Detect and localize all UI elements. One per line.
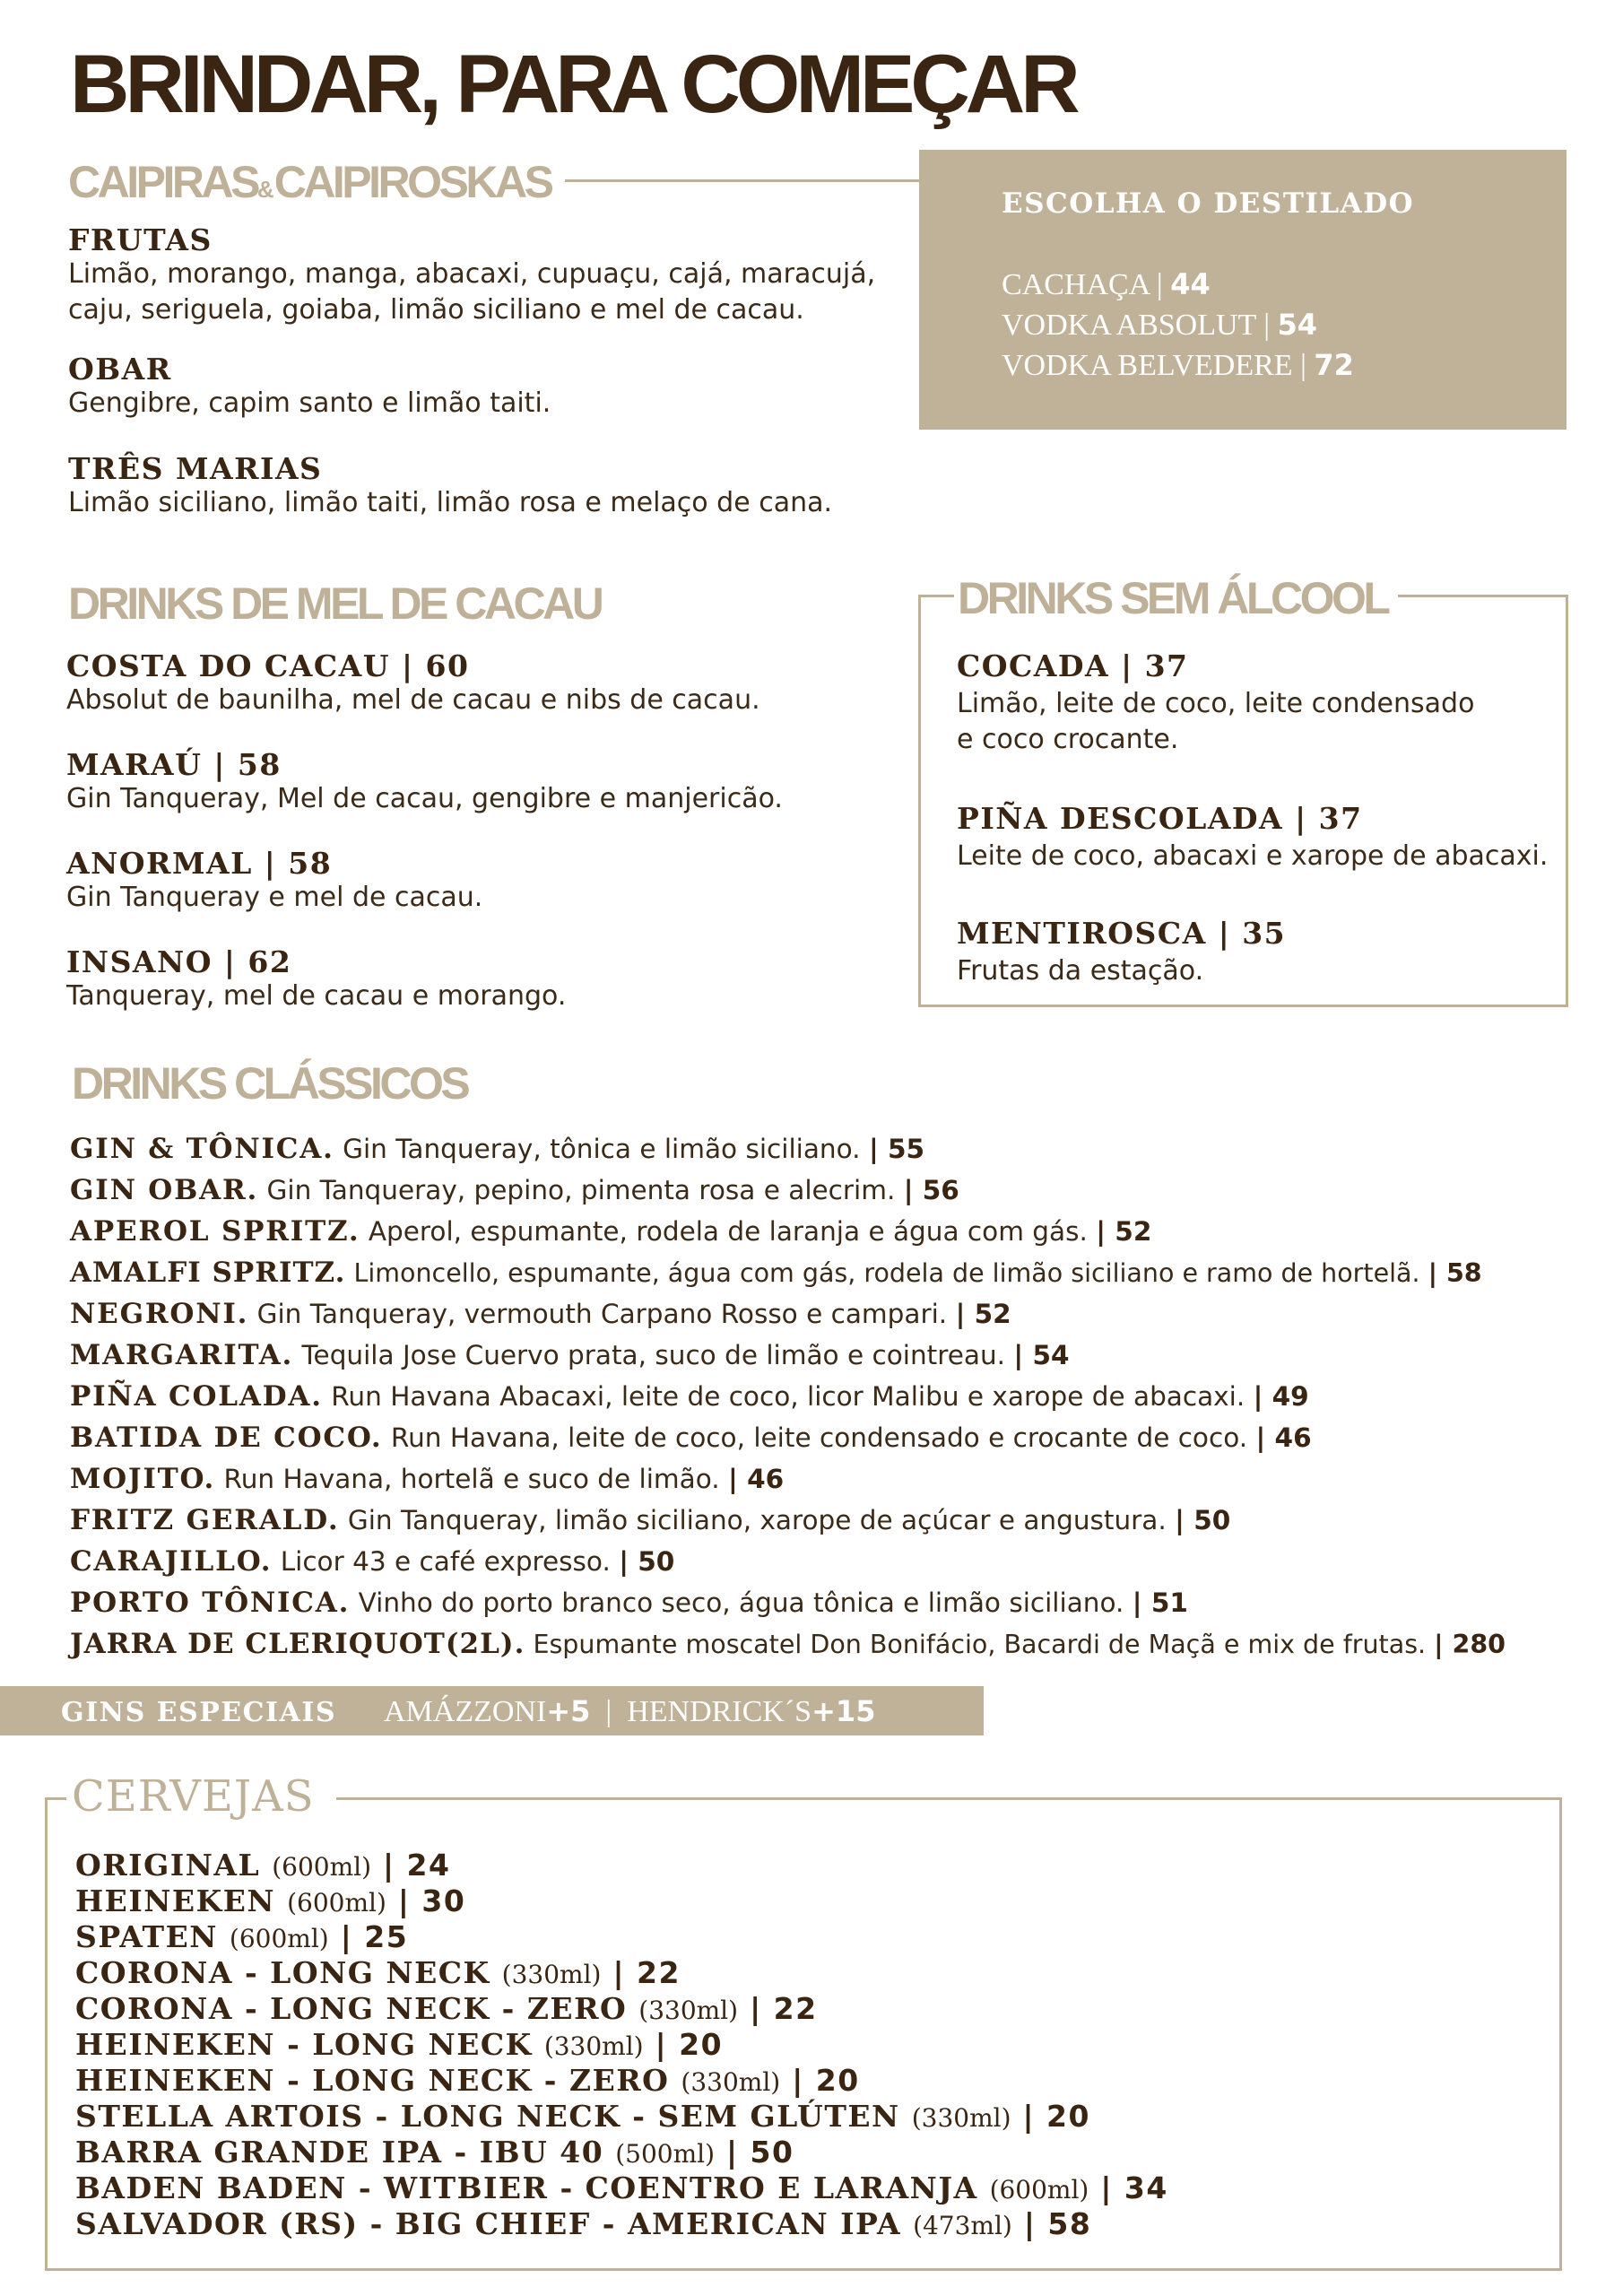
classic-item (70, 1628, 1506, 1660)
beer-item (75, 1883, 465, 1918)
item-price: | 55 (868, 1134, 925, 1164)
section-heading-sem-alcool: DRINKS SEM ÁLCOOL (954, 576, 1398, 621)
item-name: TRÊS MARIAS (68, 451, 323, 486)
item-name: FRITZ GERALD. (70, 1504, 340, 1536)
menu-item (66, 650, 927, 718)
page-title: BRINDAR, PARA COMEÇAR (70, 39, 1076, 130)
destilado-option: VODKA ABSOLUT | 54 (1002, 308, 1318, 342)
section-heading-caipiras (68, 157, 551, 207)
item-price: | 46 (1255, 1422, 1312, 1453)
item-name: COCADA | 37 (957, 648, 1189, 683)
gin-option-name: HENDRICK´S (627, 1695, 812, 1728)
gin-separator: | (605, 1695, 612, 1728)
classic-item (70, 1174, 959, 1206)
item-name: BATIDA DE COCO. (70, 1422, 383, 1454)
beer-name: ORIGINAL (75, 1848, 261, 1883)
beer-volume: (330ml) (638, 1996, 739, 2025)
item-price: | 280 (1434, 1630, 1506, 1659)
beer-price: | 58 (1023, 2206, 1092, 2241)
item-price: | 56 (903, 1175, 959, 1205)
beer-name: CORONA - LONG NECK - ZERO (75, 1991, 628, 2026)
classic-item (70, 1257, 1482, 1289)
item-desc: Limoncello, espumante, água com gás, rodela de limão siciliano e ramo de hortelã. (353, 1258, 1420, 1288)
classic-item (70, 1587, 1188, 1619)
beer-name: HEINEKEN (75, 1883, 276, 1918)
item-name: CARAJILLO. (70, 1545, 273, 1578)
item-price: | 54 (1013, 1340, 1070, 1370)
heading-part: CAIPIROSKAS (273, 157, 551, 207)
item-desc: Gin Tanqueray, limão siciliano, xarope de açúcar e angustura. (347, 1505, 1167, 1535)
gin-option-name: AMÁZZONI (384, 1695, 547, 1728)
gins-especiais-bar (0, 1686, 984, 1735)
option-name: CACHAÇA (1002, 268, 1150, 301)
option-price: 44 (1170, 267, 1211, 301)
beer-volume: (330ml) (501, 1960, 602, 1989)
beer-volume: (600ml) (229, 1924, 329, 1953)
menu-item (68, 353, 893, 422)
destilado-box (919, 150, 1567, 430)
beer-name: SPATEN (75, 1919, 218, 1954)
item-desc: Gin Tanqueray, Mel de cacau, gengibre e manjericão. (66, 783, 783, 815)
classic-item (70, 1422, 1312, 1454)
item-desc: Gin Tanqueray, vermouth Carpano Rosso e campari. (256, 1299, 948, 1329)
beer-price: | 22 (750, 1991, 818, 2026)
beer-name: SALVADOR (RS) - BIG CHIEF - AMERICAN IPA (75, 2206, 902, 2241)
option-price: 72 (1314, 348, 1354, 382)
beer-volume: (330ml) (911, 2103, 1011, 2133)
item-desc: e coco crocante. (957, 724, 1179, 756)
item-desc: Tequila Jose Cuervo prata, suco de limão e cointreau. (301, 1340, 1006, 1370)
item-price: | 51 (1132, 1587, 1188, 1618)
beer-volume: (330ml) (681, 2067, 781, 2097)
item-name: MARGARITA. (70, 1339, 294, 1371)
beer-price: | 34 (1100, 2170, 1168, 2205)
menu-item (68, 224, 893, 328)
destilado-option: CACHAÇA | 44 (1002, 267, 1211, 301)
destilado-options (1002, 265, 1354, 386)
beer-price: | 20 (655, 2027, 724, 2062)
beer-price: | 22 (612, 1955, 681, 1990)
item-desc: Gengibre, capim santo e limão taiti. (68, 387, 551, 420)
beer-volume: (600ml) (272, 1852, 371, 1882)
menu-item (957, 918, 1558, 989)
heading-ampersand: & (256, 176, 274, 203)
gin-option-price: +15 (812, 1694, 876, 1728)
item-name: PIÑA DESCOLADA | 37 (957, 801, 1363, 836)
beer-volume: (473ml) (913, 2211, 1012, 2240)
item-desc: Limão, leite de coco, leite condensado (957, 688, 1475, 720)
beer-item (75, 1919, 408, 1954)
section-heading-mel-cacau: DRINKS DE MEL DE CACAU (68, 578, 602, 629)
item-name: PIÑA COLADA. (70, 1380, 323, 1413)
item-name: GIN OBAR. (70, 1174, 259, 1206)
beer-volume: (500ml) (615, 2139, 716, 2169)
menu-item (66, 946, 927, 1014)
item-desc: Tanqueray, mel de cacau e morango. (66, 980, 567, 1013)
beer-item (75, 2099, 1090, 2134)
section-heading-classicos: DRINKS CLÁSSICOS (72, 1058, 468, 1109)
item-name: PORTO TÔNICA. (70, 1587, 351, 1619)
classic-item (70, 1133, 924, 1165)
item-price: | 52 (1096, 1216, 1152, 1247)
beer-item (75, 2027, 723, 2062)
item-price: | 58 (1428, 1258, 1482, 1288)
item-name: NEGRONI. (70, 1298, 249, 1330)
beer-price: | 20 (1022, 2099, 1090, 2134)
item-name: INSANO | 62 (66, 944, 292, 979)
classic-item (70, 1215, 1151, 1248)
item-desc: Limão siciliano, limão taiti, limão rosa e melaço de cana. (68, 487, 833, 519)
menu-item (66, 749, 927, 817)
item-name: JARRA DE CLERIQUOT(2L). (70, 1628, 525, 1660)
beer-name: BADEN BADEN - WITBIER - COENTRO E LARANJA (75, 2170, 978, 2205)
beer-name: HEINEKEN - LONG NECK (75, 2027, 533, 2062)
item-name: MENTIROSCA | 35 (957, 916, 1287, 951)
beer-item (75, 2170, 1168, 2205)
item-name: APEROL SPRITZ. (70, 1215, 360, 1248)
beer-item (75, 2206, 1091, 2241)
item-desc: Run Havana, leite de coco, leite condensado e crocante de coco. (390, 1422, 1248, 1453)
item-desc: Frutas da estação. (957, 955, 1204, 987)
classic-item (70, 1504, 1230, 1536)
beer-item (75, 1991, 818, 2026)
option-name: VODKA BELVEDERE (1002, 349, 1293, 382)
item-desc: Gin Tanqueray e mel de cacau. (66, 882, 483, 914)
destilado-heading: ESCOLHA O DESTILADO (1002, 187, 1415, 220)
item-desc: Licor 43 e café expresso. (280, 1546, 611, 1577)
item-desc: Leite de coco, abacaxi e xarope de abacaxi. (957, 840, 1549, 873)
item-price: | 46 (728, 1464, 785, 1494)
item-name: FRUTAS (68, 222, 213, 257)
gins-label: GINS ESPECIAIS (61, 1697, 337, 1728)
beer-name: BARRA GRANDE IPA - IBU 40 (75, 2135, 604, 2170)
beer-price: | 24 (383, 1848, 451, 1883)
divider-line (565, 179, 919, 182)
item-name: ANORMAL | 58 (66, 846, 333, 881)
item-name: GIN & TÔNICA. (70, 1133, 334, 1165)
beer-name: STELLA ARTOIS - LONG NECK - SEM GLÚTEN (75, 2099, 900, 2134)
menu-item (68, 453, 929, 521)
item-desc: Run Havana, hortelã e suco de limão. (223, 1464, 720, 1494)
item-desc: Aperol, espumante, rodela de laranja e água com gás. (368, 1216, 1088, 1247)
beer-item (75, 2135, 794, 2170)
item-price: | 50 (619, 1546, 675, 1577)
gins-options (384, 1692, 875, 1732)
classic-item (70, 1298, 1011, 1330)
item-name: MOJITO. (70, 1463, 216, 1495)
item-name: AMALFI SPRITZ. (70, 1257, 346, 1289)
beer-item (75, 1955, 681, 1990)
beer-volume: (600ml) (287, 1888, 386, 1918)
item-desc: Vinho do porto branco seco, água tônica e limão siciliano. (358, 1587, 1124, 1618)
beer-volume: (330ml) (543, 2031, 644, 2061)
heading-part: CAIPIRAS (68, 157, 257, 207)
beer-price: | 25 (340, 1919, 409, 1954)
item-price: | 50 (1175, 1505, 1231, 1535)
classic-item (70, 1463, 784, 1495)
classic-item (70, 1545, 674, 1578)
item-desc: Run Havana Abacaxi, leite de coco, licor Malibu e xarope de abacaxi. (331, 1381, 1245, 1412)
item-desc: Gin Tanqueray, pepino, pimenta rosa e alecrim. (266, 1175, 896, 1205)
beer-item (75, 1848, 450, 1883)
classic-item (70, 1380, 1309, 1413)
item-name: MARAÚ | 58 (66, 747, 282, 782)
item-name: COSTA DO CACAU | 60 (66, 648, 470, 683)
classic-item (70, 1339, 1070, 1371)
option-price: 54 (1277, 308, 1318, 342)
item-desc: Limão, morango, manga, abacaxi, cupuaçu, cajá, maracujá, caju, seriguela, goiaba, limão siciliano e mel de cacau. (68, 258, 876, 326)
item-price: | 52 (955, 1299, 1011, 1329)
menu-item (957, 650, 1558, 758)
item-price: | 49 (1253, 1381, 1309, 1412)
option-name: VODKA ABSOLUT (1002, 309, 1256, 342)
menu-item (66, 848, 927, 916)
item-desc: Absolut de baunilha, mel de cacau e nibs de cacau. (66, 684, 760, 717)
beer-price: | 30 (397, 1883, 466, 1918)
section-heading-cervejas: CERVEJAS (66, 1774, 336, 1819)
beer-name: HEINEKEN - LONG NECK - ZERO (75, 2063, 670, 2098)
beer-name: CORONA - LONG NECK (75, 1955, 490, 1990)
item-name: OBAR (68, 352, 172, 387)
item-desc: Gin Tanqueray, tônica e limão siciliano. (343, 1134, 861, 1164)
item-desc: Espumante moscatel Don Bonifácio, Bacardi de Maçã e mix de frutas. (533, 1630, 1427, 1659)
gin-option-price: +5 (546, 1694, 591, 1728)
beer-item (75, 2063, 860, 2098)
beer-volume: (600ml) (989, 2175, 1089, 2205)
destilado-option: VODKA BELVEDERE | 72 (1002, 348, 1354, 382)
beer-price: | 50 (726, 2135, 794, 2170)
menu-item (957, 803, 1567, 874)
beer-price: | 20 (792, 2063, 860, 2098)
